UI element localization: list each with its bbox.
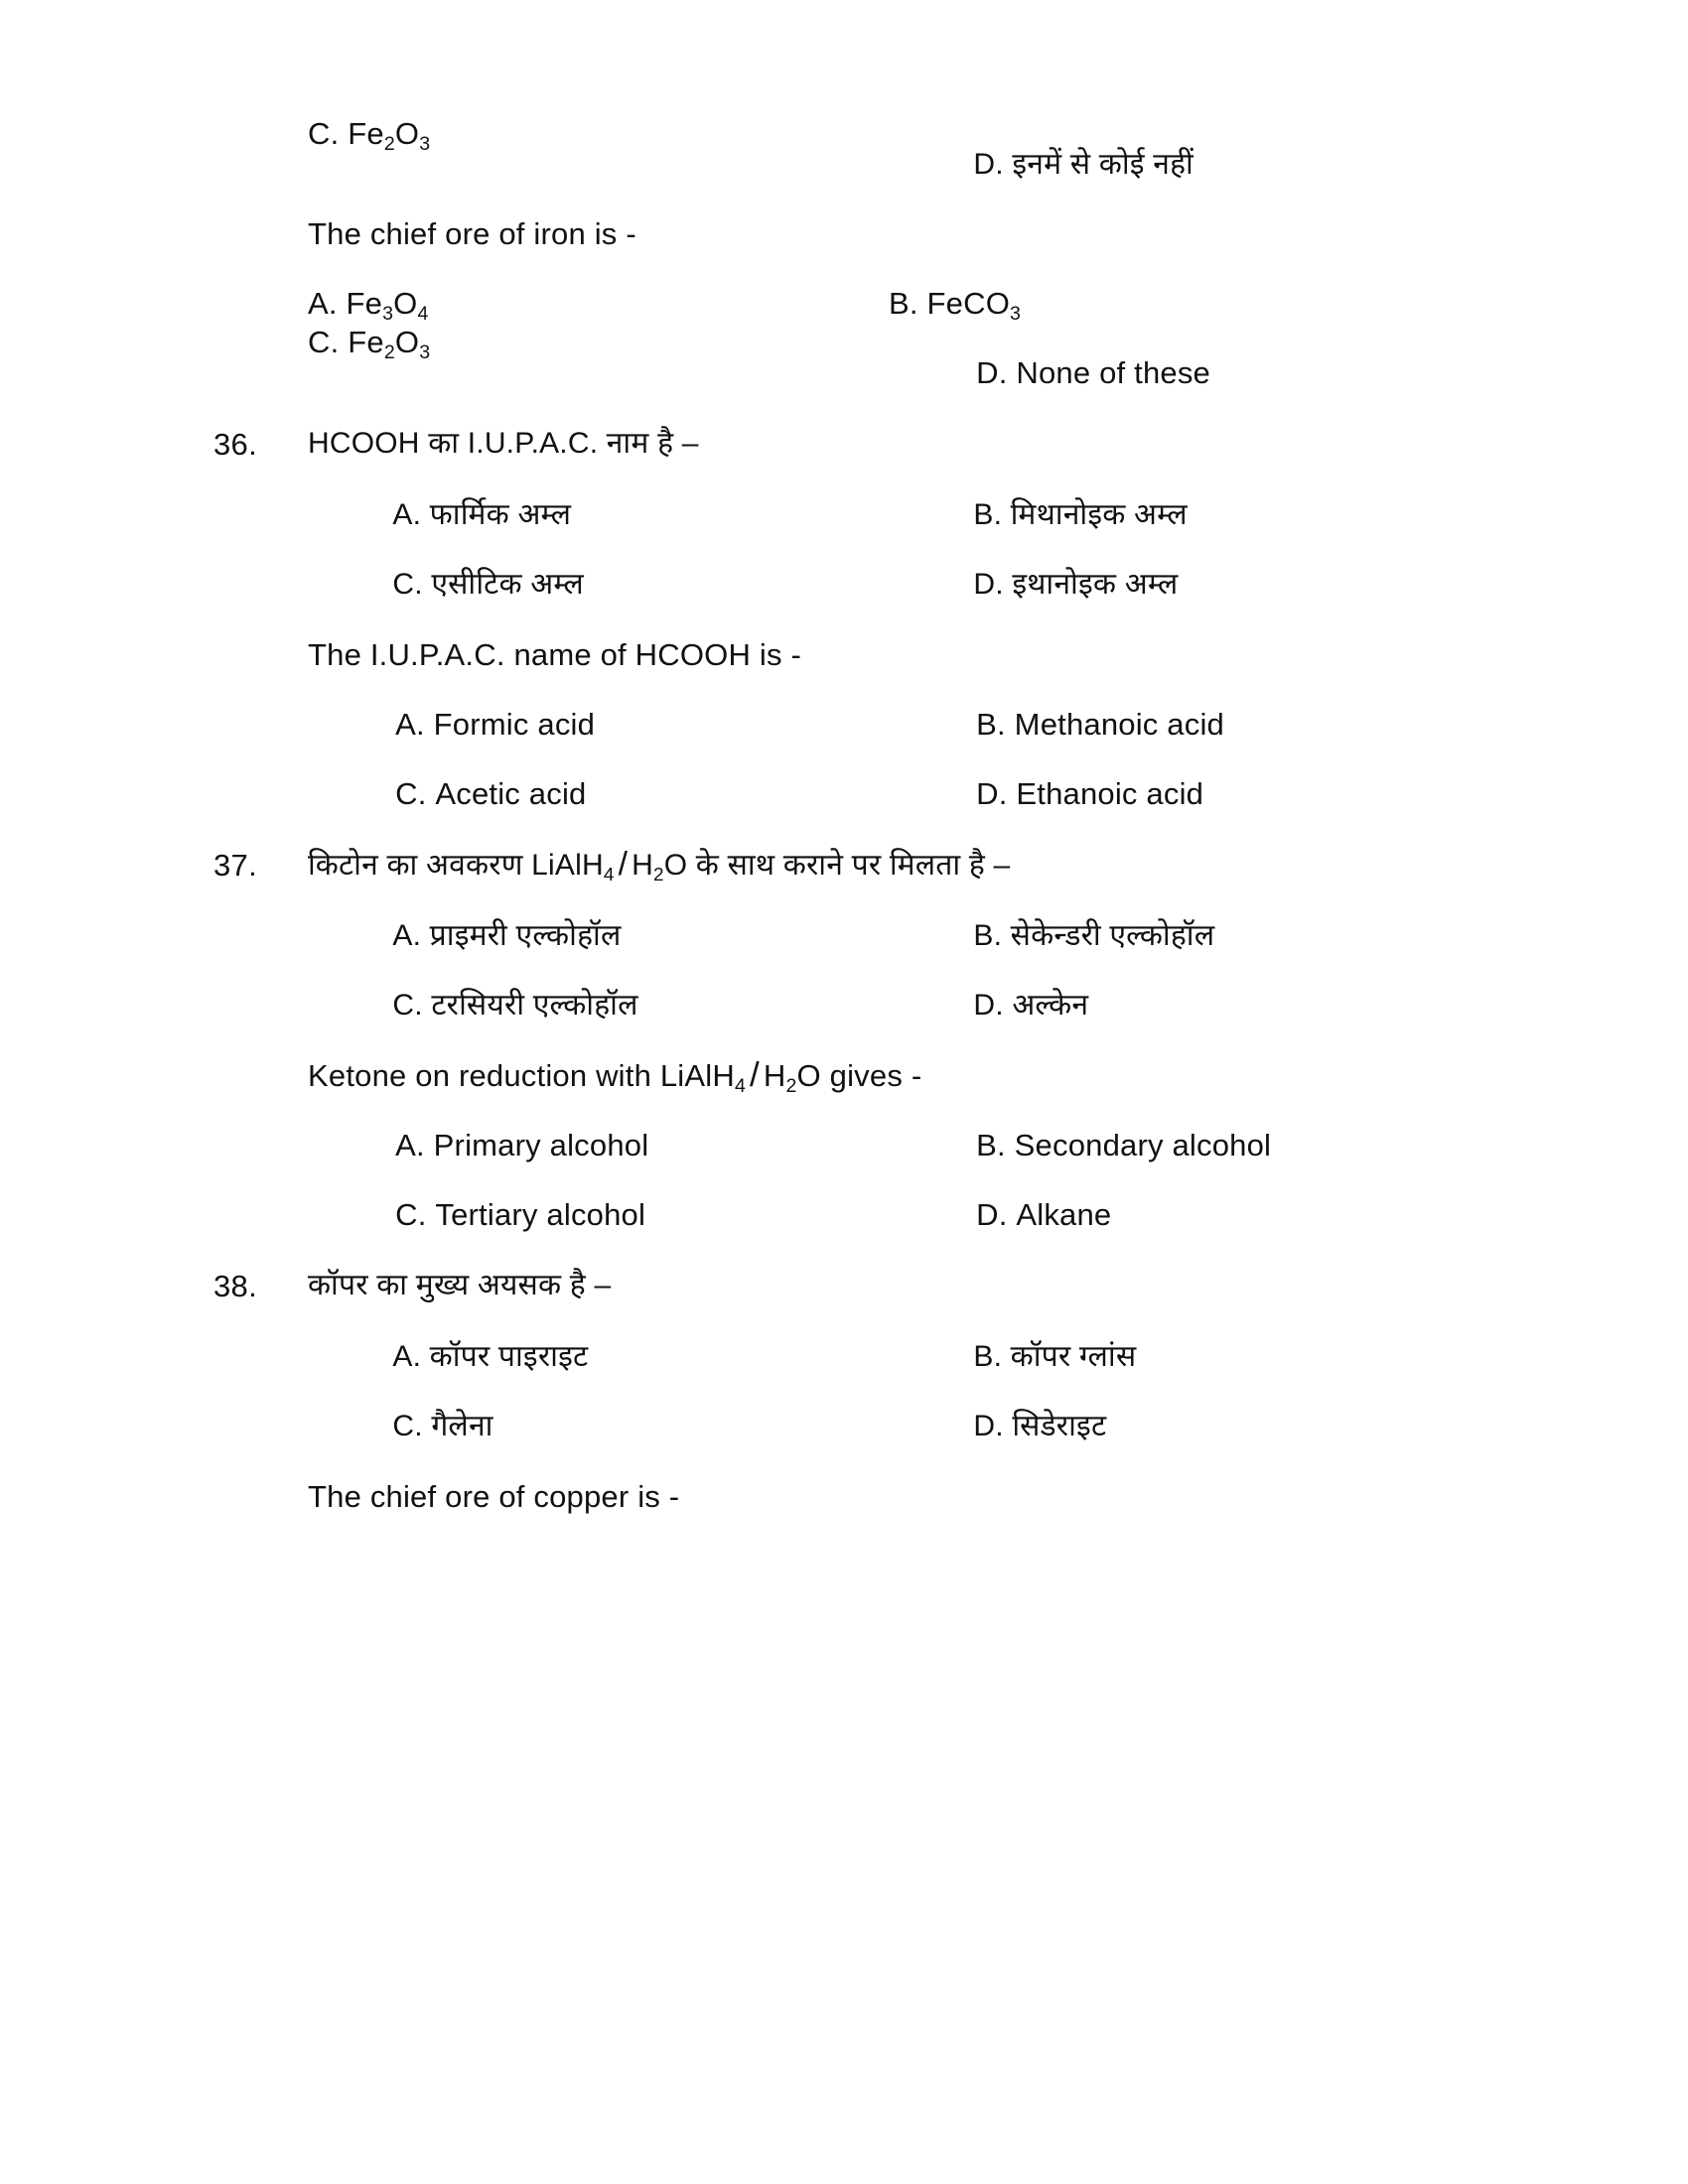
- option-row: [213, 324, 1494, 407]
- stem-text: का I.U.P.A.C. नाम है –: [419, 427, 699, 460]
- option-text: गैलेना: [431, 1410, 493, 1442]
- option-label: D.: [976, 354, 1008, 390]
- option-label: C.: [392, 989, 423, 1022]
- option-row: [213, 550, 1494, 619]
- subscript: 4: [603, 865, 615, 887]
- option-d[interactable]: [889, 748, 1494, 840]
- stem-text-tail: gives -: [820, 1057, 922, 1093]
- option-label: D.: [973, 568, 1004, 601]
- question-list: [213, 116, 1494, 1531]
- option-label: B.: [973, 498, 1003, 531]
- option-text-2: O: [394, 324, 420, 359]
- option-label: C.: [392, 568, 423, 601]
- option-text: None of these: [1016, 354, 1210, 390]
- option-d[interactable]: [889, 1382, 1494, 1471]
- option-text: Alkane: [1016, 1196, 1112, 1232]
- option-c[interactable]: [308, 961, 889, 1050]
- stem-text: किटोन का अवकरण: [308, 849, 532, 883]
- option-label: B.: [973, 1340, 1003, 1373]
- stem-formula-lialh4: LiAlH$_4$: [531, 849, 615, 887]
- option-text: एसीटिक अम्ल: [431, 568, 584, 601]
- option-c[interactable]: [308, 540, 889, 629]
- option-text: अल्केन: [1012, 989, 1089, 1022]
- question-stem-hindi: कॉपर का मुख्य अयसक है –: [308, 1269, 612, 1301]
- subscript: 2: [383, 133, 395, 156]
- option-text: Acetic acid: [435, 775, 587, 811]
- option-text: सेकेन्डरी एल्कोहॉल: [1010, 919, 1215, 952]
- subscript: 3: [1010, 302, 1022, 325]
- option-c[interactable]: [308, 1382, 889, 1471]
- option-label: B.: [976, 1127, 1006, 1162]
- option-label: A.: [392, 1340, 422, 1373]
- option-b[interactable]: [889, 285, 1494, 325]
- option-c[interactable]: [308, 748, 889, 840]
- question-stem-english: The I.U.P.A.C. name of HCOOH is -: [308, 636, 801, 672]
- option-d[interactable]: [889, 1168, 1494, 1261]
- question-stem-english: The chief ore of copper is -: [308, 1478, 680, 1514]
- subscript: 2: [785, 1074, 797, 1097]
- option-label: C.: [395, 775, 427, 811]
- option-label: A.: [392, 919, 422, 952]
- option-d[interactable]: [889, 961, 1494, 1050]
- question-stem-hindi: [308, 846, 1011, 887]
- option-text: इथानोइक अम्ल: [1012, 568, 1179, 601]
- subscript: 3: [382, 302, 394, 325]
- option-label: A.: [308, 285, 338, 321]
- option-text: कॉपर ग्लांस: [1010, 1340, 1137, 1373]
- option-text: इनमें से कोई नहीं: [1012, 148, 1195, 181]
- option-text: मिथानोइक अम्ल: [1010, 498, 1188, 531]
- question-number: 36.: [213, 426, 257, 462]
- option-label: C.: [392, 1410, 423, 1442]
- option-d[interactable]: [889, 120, 1494, 209]
- option-label: D.: [976, 775, 1008, 811]
- option-text: Methanoic acid: [1014, 706, 1224, 742]
- option-text: Fe: [348, 324, 384, 359]
- option-label: C.: [395, 1196, 427, 1232]
- question-stem-english: [308, 1055, 922, 1097]
- option-text: कॉपर पाइराइट: [429, 1340, 589, 1373]
- option-text: Fe: [346, 285, 383, 321]
- stem-formula: HCOOH: [308, 427, 420, 460]
- question-stem-english: The chief ore of iron is -: [308, 215, 636, 251]
- english-stem-row: [213, 1461, 1494, 1531]
- option-text: फार्मिक अम्ल: [429, 498, 572, 531]
- stem-text-tail: के साथ कराने पर मिलता है –: [687, 849, 1011, 883]
- question-number: 38.: [213, 1268, 257, 1303]
- option-label: C.: [308, 116, 340, 151]
- option-row: [213, 971, 1494, 1040]
- option-label: B.: [973, 919, 1003, 952]
- option-row: [213, 116, 1494, 199]
- option-label: B.: [889, 285, 918, 321]
- stem-formula-h2o: $H_2O$: [763, 1057, 821, 1097]
- option-a[interactable]: [308, 285, 889, 325]
- slash-separator: /: [618, 846, 629, 884]
- option-row: [213, 1179, 1494, 1249]
- stem-formula-h2o: $H_2O$: [632, 849, 688, 887]
- stem-text: Ketone on reduction with: [308, 1057, 660, 1093]
- stem-formula-lialh4: LiAlH$_4$: [659, 1057, 746, 1097]
- option-text: Tertiary alcohol: [435, 1196, 646, 1232]
- option-text: FeCO: [926, 285, 1011, 321]
- option-label: D.: [976, 1196, 1008, 1232]
- question-stem-hindi: [308, 429, 699, 459]
- option-label: D.: [973, 1410, 1004, 1442]
- option-label: D.: [973, 989, 1004, 1022]
- option-text: सिडेराइट: [1012, 1410, 1107, 1442]
- option-label: A.: [395, 706, 425, 742]
- option-label: B.: [976, 706, 1006, 742]
- subscript: 2: [653, 865, 664, 887]
- option-text: Primary alcohol: [433, 1127, 649, 1162]
- option-d[interactable]: [889, 327, 1494, 419]
- option-label: A.: [392, 498, 422, 531]
- option-text-2: O: [393, 285, 418, 321]
- question-number: 37.: [213, 847, 257, 883]
- subscript: 3: [419, 133, 431, 156]
- option-c[interactable]: [308, 324, 889, 363]
- option-row: [213, 758, 1494, 828]
- option-text: Ethanoic acid: [1016, 775, 1204, 811]
- option-text-2: O: [394, 116, 420, 151]
- option-label: C.: [308, 324, 340, 359]
- option-label: A.: [395, 1127, 425, 1162]
- option-d[interactable]: [889, 540, 1494, 629]
- option-c[interactable]: [308, 1168, 889, 1261]
- option-c[interactable]: [308, 116, 889, 156]
- subscript: 3: [419, 341, 431, 363]
- option-text: टरसियरी एल्कोहॉल: [431, 989, 638, 1022]
- option-label: D.: [973, 148, 1004, 181]
- subscript: 2: [383, 341, 395, 363]
- slash-separator: /: [750, 1055, 760, 1094]
- option-row: [213, 1392, 1494, 1461]
- option-text: Fe: [348, 116, 384, 151]
- option-text: प्राइमरी एल्कोहॉल: [429, 919, 622, 952]
- subscript: 4: [734, 1074, 746, 1097]
- subscript: 4: [417, 302, 429, 325]
- option-text: Secondary alcohol: [1014, 1127, 1272, 1162]
- option-text: Formic acid: [433, 706, 596, 742]
